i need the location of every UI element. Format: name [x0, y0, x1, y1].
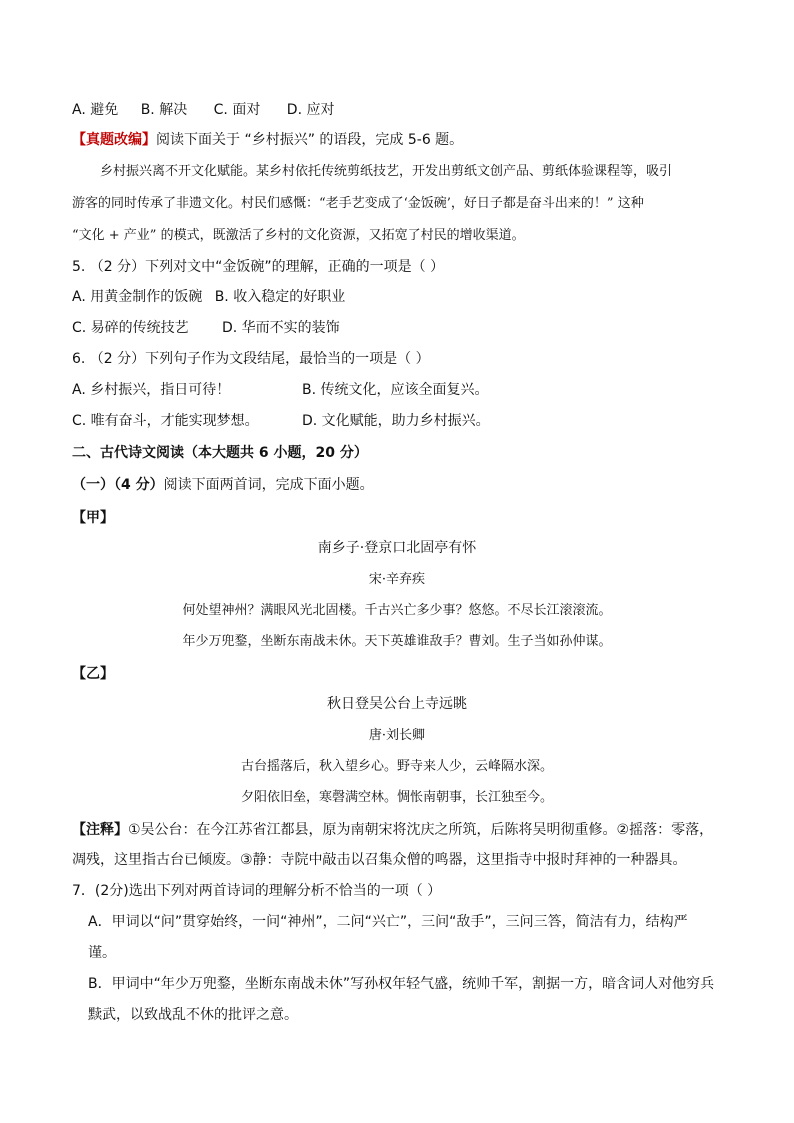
poem-1-author: 宋·辛弃疾 [368, 572, 426, 587]
q5-option-c: C. 易碎的传统技艺 [72, 320, 189, 336]
question-6-options-row [72, 411, 490, 431]
poem-marker-yi: 【乙】 [72, 666, 114, 682]
source-tag: 【真题改编】 [72, 132, 156, 148]
q6-option-a: A. 乡村振兴，指日可待！ [72, 382, 231, 398]
q7-option-a-line: 谨。 [88, 945, 116, 961]
poem-1-line: 何处望神州？满眼风光北固楼。千古兴亡多少事？悠悠。不尽长江滚滚流。 [182, 603, 612, 618]
top-option-c: C. 面对 [213, 102, 261, 118]
notes-text: ①吴公台：在今江苏省江都县，原为南朝宋将沈庆之所筑，后陈将吴明彻重修。②摇落：零落， [128, 822, 714, 838]
subsection-line [72, 475, 374, 495]
notes-tag: 【注释】 [72, 822, 128, 838]
passage-intro [72, 130, 463, 150]
poem-1-line: 年少万兜鍪，坐断东南战未休。天下英雄谁敌手？曹刘。生子当如孙仲谋。 [182, 634, 612, 649]
passage-line: 乡村振兴离不开文化赋能。某乡村依托传统剪纸技艺，开发出剪纸文创产品、剪纸体验课程等，吸引 [100, 164, 673, 179]
poem-2-title: 秋日登吴公台上寺远眺 [327, 696, 467, 712]
notes-line [72, 820, 713, 840]
q5-option-b: B. 收入稳定的好职业 [214, 289, 346, 305]
q5-option-a: A. 用黄金制作的饭碗 [72, 289, 203, 305]
q6-option-b: B. 传统文化，应该全面复兴。 [302, 382, 489, 398]
q7-option-a-line: A．甲词以“问”贯穿始终，一问“神州”，二问“兴亡”，三问“敌手”，三问三答，简洁有力，结构严 [88, 914, 688, 930]
passage-line: 游客的同时传承了非遗文化。村民们感慨：“老手艺变成了‘金饭碗’，好日子都是奋斗出来的！” 这种 [72, 196, 644, 211]
question-7-stem: 7．(2分)选出下列对两首诗词的理解分析不恰当的一项（ ） [72, 883, 442, 899]
poem-2-line: 古台摇落后，秋入望乡心。野寺来人少，云峰隔水深。 [240, 759, 553, 774]
q6-option-c: C. 唯有奋斗，才能实现梦想。 [72, 413, 259, 429]
question-5-options-row [72, 318, 340, 338]
q7-option-b-line: B．甲词中“年少万兜鍪，坐断东南战未休”写孙权年轻气盛，统帅千军，割据一方，暗含词人对他穷兵 [88, 976, 715, 992]
top-option-a: A. 避免 [72, 102, 119, 118]
question-6-stem: 6. （2 分）下列句子作为文段结尾，最恰当的一项是（ ） [72, 351, 430, 367]
question-5-options-row [72, 287, 345, 307]
intro-text: 阅读下面关于 “乡村振兴” 的语段，完成 5-6 题。 [156, 132, 464, 148]
top-option-b: B. 解决 [140, 102, 188, 118]
subsection-label: （一）（4 分） [72, 477, 164, 493]
passage-line: “文化 + 产业” 的模式，既激活了乡村的文化资源，又拓宽了村民的增收渠道。 [72, 228, 525, 243]
top-options-row [72, 100, 334, 120]
poem-2-line: 夕阳依旧垒，寒磬满空林。惆怅南朝事，长江独至今。 [240, 790, 553, 805]
top-option-d: D. 应对 [286, 102, 335, 118]
q7-option-b-line: 黩武，以致战乱不休的批评之意。 [88, 1007, 298, 1023]
section-heading: 二、古代诗文阅读（本大题共 6 小题，20 分） [72, 445, 368, 461]
question-5-stem: 5. （2 分）下列对文中“金饭碗”的理解，正确的一项是（ ） [72, 259, 445, 275]
q6-option-d: D. 文化赋能，助力乡村振兴。 [302, 413, 490, 429]
question-6-options-row [72, 380, 489, 400]
subsection-text: 阅读下面两首词，完成下面小题。 [163, 477, 374, 493]
poem-2-author: 唐·刘长卿 [368, 728, 426, 743]
notes-line-2: 凋残，这里指古台已倾废。③静：寺院中敲击以召集众僧的鸣器，这里指寺中报时拜神的一种器具。 [72, 852, 687, 868]
poem-marker-jia: 【甲】 [72, 510, 114, 526]
q5-option-d: D. 华而不实的装饰 [222, 320, 340, 336]
poem-1-title: 南乡子·登京口北固亭有怀 [317, 540, 477, 556]
